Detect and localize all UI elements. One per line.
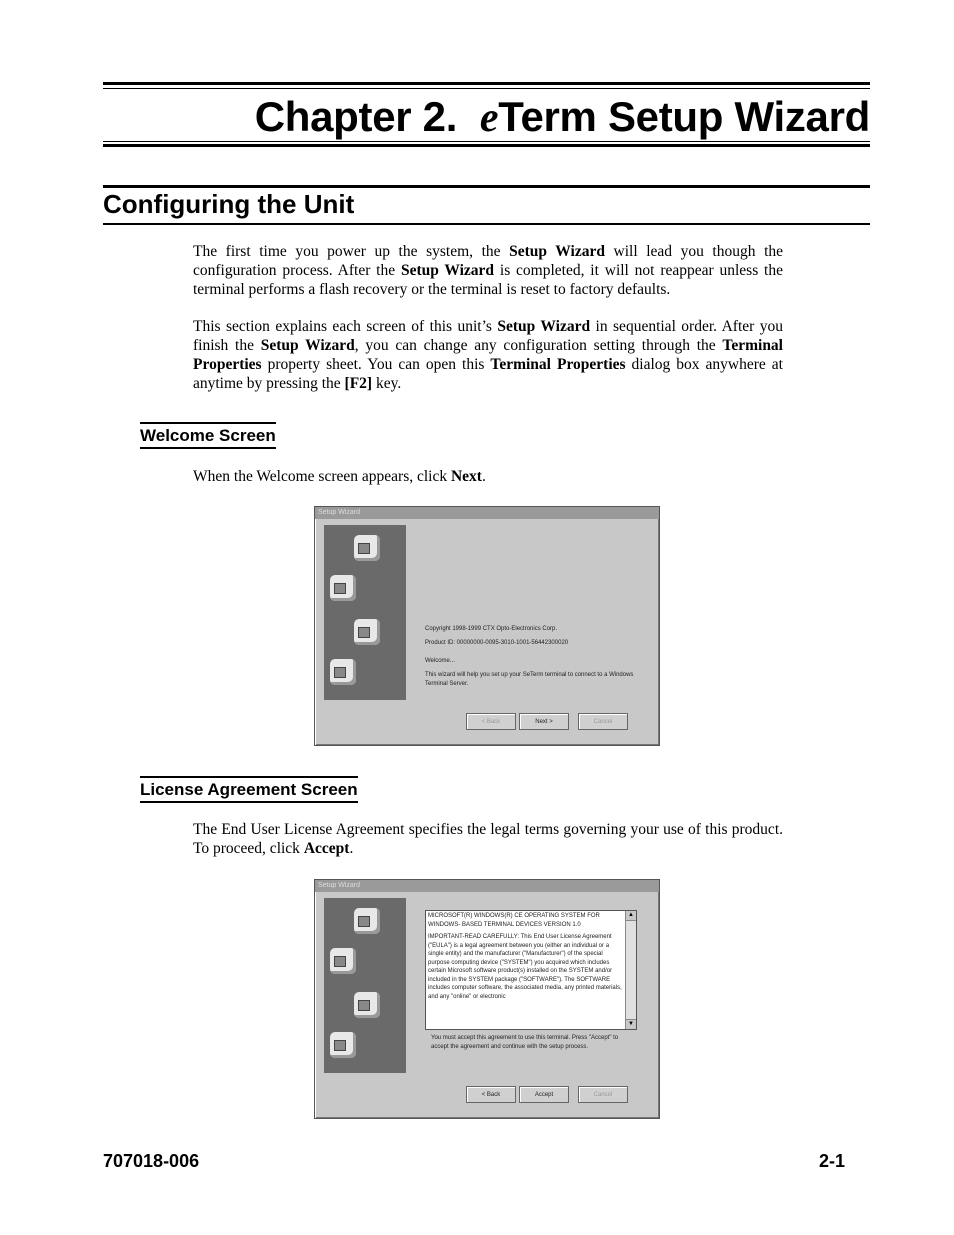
intro-paragraph-2: This section explains each screen of this unit’s Setup Wizard in sequential order. After you finish the Setup Wizard, you can change any configuration setting through the Terminal Properties property sheet. You can open this Terminal Properties dialog box anywhere at anytime by pressing the [F2] key. [193, 318, 784, 392]
computer-icon [350, 906, 384, 938]
computer-icon [326, 1030, 360, 1062]
chapter-bottom-rule [103, 144, 870, 147]
dialog-body: This wizard will help you set up your SeTerm terminal to connect to a Windows Terminal Server. [425, 672, 634, 687]
section-bottom-rule [103, 223, 870, 225]
eula-text-box [425, 910, 637, 1030]
chapter-top-rule [103, 82, 870, 85]
computer-icon [326, 573, 360, 605]
computer-icon [350, 617, 384, 649]
license-dialog-screenshot [314, 879, 660, 1119]
computer-icons-panel [324, 525, 406, 700]
scroll-up-icon: ▲ [626, 911, 636, 921]
computer-icon [326, 657, 360, 689]
section-title: Configuring the Unit [103, 189, 355, 219]
welcome-heading: Welcome Screen [140, 422, 276, 449]
cancel-button: Cancel [578, 713, 628, 730]
chapter-bottom-rule-thin [103, 141, 870, 142]
computer-icon [350, 990, 384, 1022]
chapter-top-rule-thin [103, 88, 870, 89]
computer-icon [326, 946, 360, 978]
footer-page-number: 2-1 [818, 1151, 845, 1171]
dialog-welcome: Welcome... [425, 658, 455, 664]
dialog-copyright: Copyright 1998-1999 CTX Opto-Electronics Corp. [425, 626, 558, 632]
dialog-title-bar: Setup Wizard [315, 880, 659, 892]
next-button: Next > [519, 713, 569, 730]
welcome-dialog-screenshot [314, 506, 660, 746]
eula-scrollbar [625, 911, 636, 1029]
chapter-prefix: Chapter 2. [254, 93, 458, 140]
chapter-name: Term Setup Wizard [498, 93, 870, 140]
computer-icons-panel [324, 898, 406, 1073]
back-button: < Back [466, 1086, 516, 1103]
chapter-title [103, 92, 870, 143]
eula-heading: MICROSOFT(R) WINDOWS(R) CE OPERATING SYSTEM FOR WINDOWS- BASED TERMINAL DEVICES VERSION 1.0 [428, 913, 600, 928]
license-heading: License Agreement Screen [140, 776, 358, 803]
eula-body: IMPORTANT-READ CAREFULLY: This End User License Agreement ("EULA") is a legal agreement between you (either an individual or a single entity) and the manufacturer ("Manufacturer") of the special purpose computing device ("SYSTEM") you acquired which includes certain Microsoft software product(s) installed on the SYSTEM and/or included in the SYSTEM package ("SOFTWARE"). The SOFTWARE includes computer software, the associated media, any printed materials, and any "online" or electronic [428, 934, 622, 1000]
footer-doc-number: 707018-006 [103, 1151, 200, 1171]
intro-paragraph-1: The first time you power up the system, the Setup Wizard will lead you though the configuration process. After the Setup Wizard is completed, it will not reappear unless the terminal performs a flash recovery or the terminal is reset to factory defaults. [193, 243, 784, 298]
eula-note: You must accept this agreement to use this terminal. Press "Accept" to accept the agreement and continue with the setup process. [431, 1035, 619, 1050]
computer-icon [350, 533, 384, 565]
welcome-paragraph: When the Welcome screen appears, click Next. [193, 468, 486, 485]
cancel-button: Cancel [578, 1086, 628, 1103]
chapter-e: e [479, 95, 499, 141]
scroll-down-icon: ▼ [626, 1019, 636, 1029]
dialog-product-id: Product ID: 00000000-0095-3010-1001-56442300020 [425, 640, 569, 646]
dialog-title-bar: Setup Wizard [315, 507, 659, 519]
license-paragraph: The End User License Agreement specifies the legal terms governing your use of this product. To proceed, click Accept. [193, 821, 783, 857]
back-button: < Back [466, 713, 516, 730]
accept-button: Accept [519, 1086, 569, 1103]
